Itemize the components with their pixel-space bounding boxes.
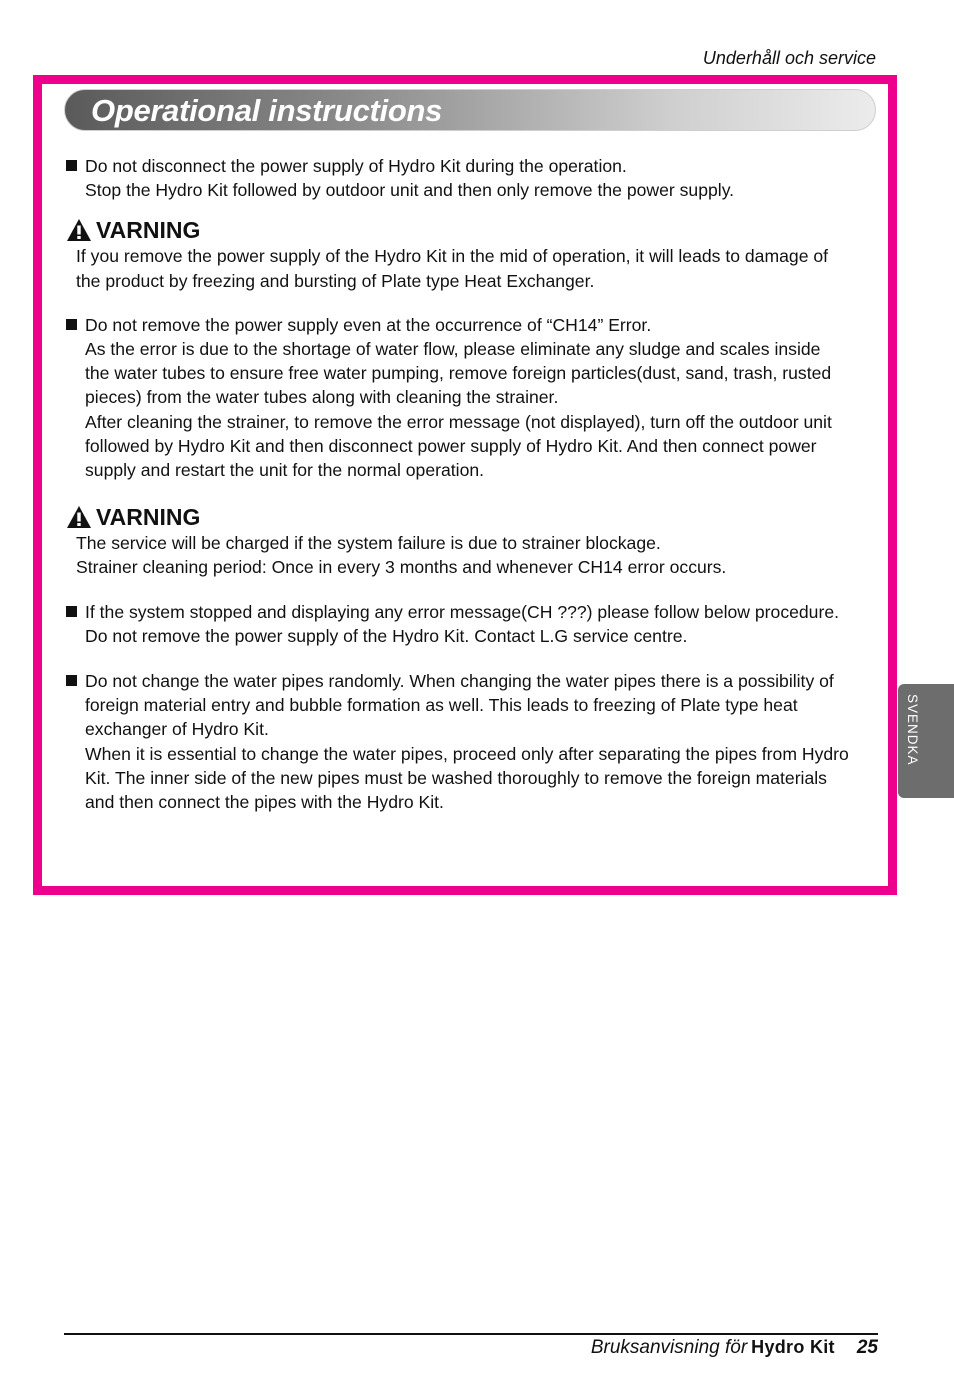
- text-line: supply and restart the unit for the normal operation.: [85, 460, 485, 481]
- text-line: Kit. The inner side of the new pipes must be washed thoroughly to remove the foreign materials: [85, 767, 827, 788]
- warning-heading: [66, 216, 886, 244]
- text-line: The service will be charged if the system failure is due to strainer blockage.: [76, 533, 661, 554]
- instructions-content: [66, 154, 886, 814]
- language-label: SVENDKA: [905, 694, 920, 766]
- text-line: Do not change the water pipes randomly. When changing the water pipes there is a possibility of: [85, 671, 834, 692]
- running-header: Underhåll och service: [702, 48, 876, 68]
- footer-text: Bruksanvisning för: [590, 1337, 748, 1358]
- text-line: foreign material entry and bubble formation as well. This leads to freezing of Plate type heat: [85, 695, 798, 716]
- warning-label: VARNING: [96, 504, 201, 531]
- warning-triangle-icon: [66, 218, 92, 242]
- page-footer: [591, 1337, 878, 1359]
- text-line: Strainer cleaning period: Once in every 3 months and whenever CH14 error occurs.: [76, 557, 727, 578]
- square-bullet-icon: [66, 319, 77, 330]
- warning-label: VARNING: [96, 217, 201, 244]
- text-line: Do not remove the power supply even at the occurrence of “CH14” Error.: [85, 314, 652, 335]
- square-bullet-icon: [66, 160, 77, 171]
- content-frame: [33, 75, 897, 895]
- text-line: Do not remove the power supply of the Hydro Kit. Contact L.G service centre.: [85, 625, 688, 646]
- text-line: After cleaning the strainer, to remove the error message (not displayed), turn off the outdoor unit: [85, 411, 832, 432]
- warning-block-1: [66, 216, 886, 292]
- text-line: exchanger of Hydro Kit.: [85, 719, 269, 740]
- text-line: Do not disconnect the power supply of Hydro Kit during the operation.: [85, 156, 627, 176]
- text-line: the product by freezing and bursting of Plate type Heat Exchanger.: [76, 270, 595, 291]
- square-bullet-icon: [66, 675, 77, 686]
- text-line: As the error is due to the shortage of water flow, please eliminate any sludge and scales inside: [85, 339, 821, 360]
- text-line: When it is essential to change the water pipes, proceed only after separating the pipes from Hydro: [85, 743, 849, 764]
- language-side-tab: [898, 684, 954, 798]
- square-bullet-icon: [66, 606, 77, 617]
- instruction-item-3: [66, 600, 886, 648]
- warning-block-2: [66, 503, 886, 579]
- section-title-bar: [64, 89, 876, 131]
- text-line: and then connect the pipes with the Hydro Kit.: [85, 792, 444, 813]
- instruction-item-4: [66, 669, 886, 814]
- text-line: followed by Hydro Kit and then disconnect power supply of Hydro Kit. And then connect power: [85, 435, 817, 456]
- warning-heading: [66, 503, 886, 531]
- page-number: 25: [856, 1337, 878, 1358]
- footer-rule: [64, 1333, 878, 1335]
- section-title: Operational instructions: [91, 93, 443, 128]
- text-line: Stop the Hydro Kit followed by outdoor unit and then only remove the power supply.: [85, 180, 735, 201]
- warning-triangle-icon: [66, 505, 92, 529]
- instruction-item-1: [66, 154, 886, 202]
- text-line: pieces) from the water tubes along with cleaning the strainer.: [85, 387, 559, 408]
- footer-product: Hydro Kit: [751, 1337, 835, 1357]
- text-line: If the system stopped and displaying any error message(CH ???) please follow below procedure.: [85, 601, 839, 622]
- text-line: If you remove the power supply of the Hydro Kit in the mid of operation, it will leads to damage of: [76, 246, 829, 267]
- text-line: the water tubes to ensure free water pumping, remove foreign particles(dust, sand, trash, rusted: [85, 363, 832, 384]
- instruction-item-2: [66, 313, 886, 482]
